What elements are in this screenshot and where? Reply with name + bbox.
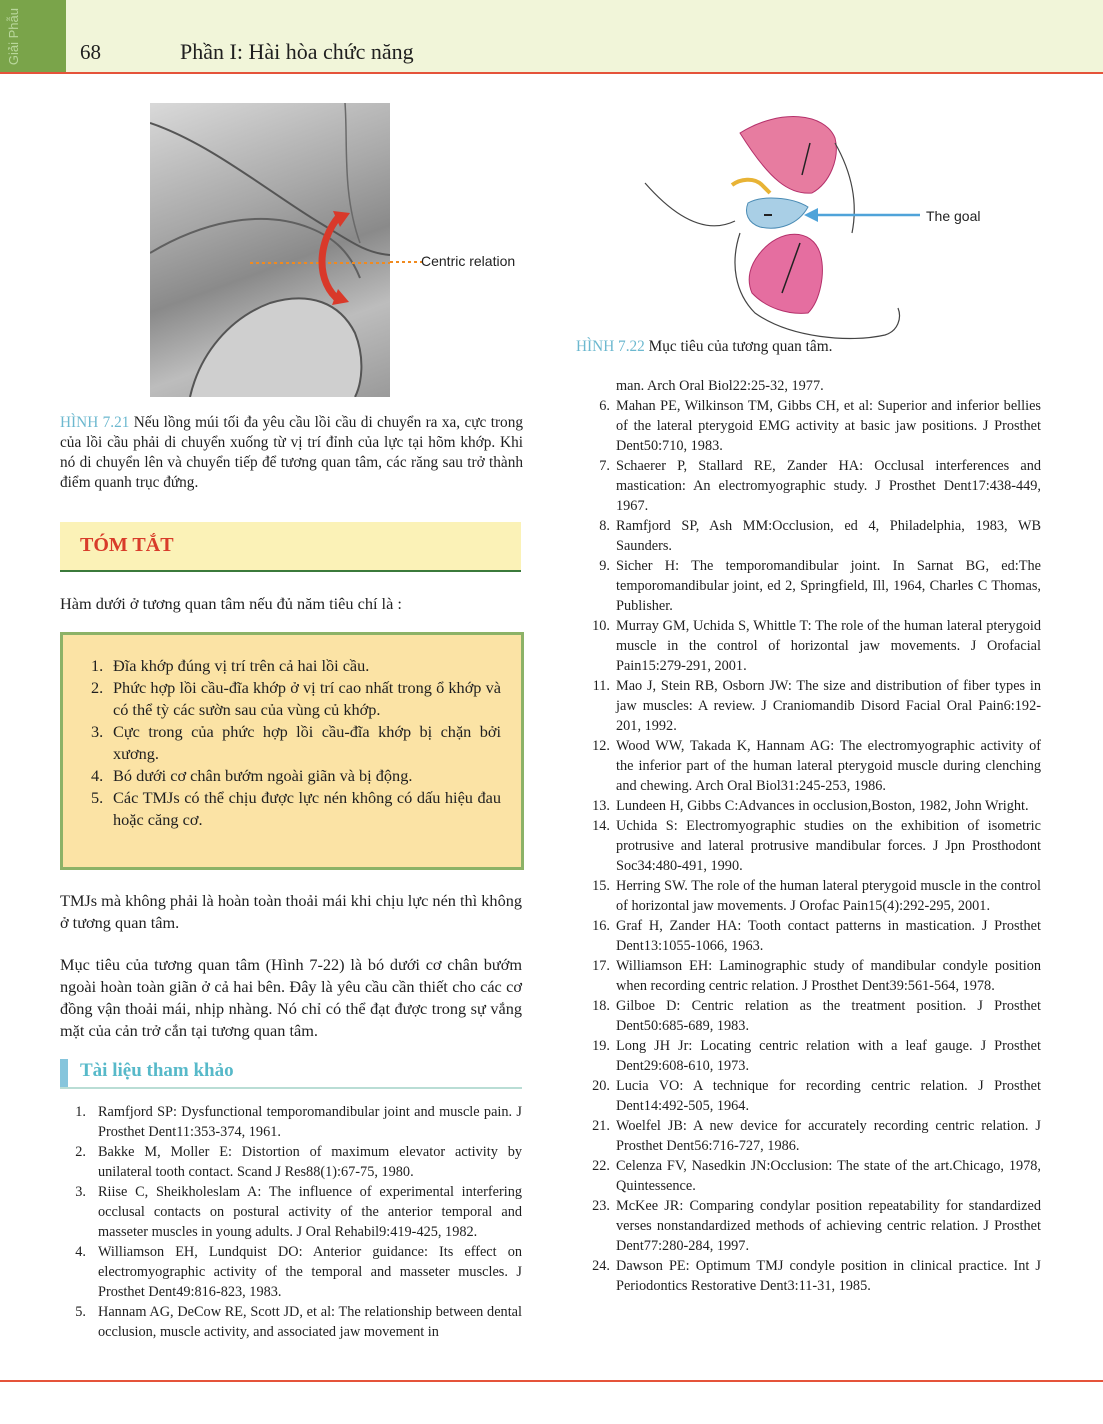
criteria-list: [91, 655, 501, 831]
criteria-item: 5. Các TMJs có thể chịu được lực nén không có dấu hiệu đau hoặc căng cơ.: [91, 788, 501, 829]
references-heading-bar: [60, 1059, 68, 1087]
figure-7-22-image: [640, 103, 920, 345]
chapter-side-tab: [0, 0, 66, 72]
criteria-item: 2. Phức hợp lồi cầu-đĩa khớp ở vị trí cao nhất trong ổ khớp và có thể tỳ các sườn sau của vùng củ khớp.: [91, 678, 501, 719]
page-header: [0, 0, 1103, 72]
reference-item: 2. Bakke M, Moller E: Distortion of maximum elevator activity by unilateral tooth contact. Scand J Res88(1):67-75, 1980.: [75, 1144, 522, 1180]
footer-rule: [0, 1380, 1103, 1382]
criteria-item: 4. Bó dưới cơ chân bướm ngoài giãn và bị động.: [91, 766, 413, 785]
side-tab-text: Giải Phẫu: [6, 8, 21, 66]
body-paragraph: Mục tiêu của tương quan tâm (Hình 7-22) là bó dưới cơ chân bướm ngoài hoàn toàn giãn ở cả hai bên. Đây là yêu cầu cần thiết cho các cơ đồng vận thoải mái, nhịp nhàng. Nó chỉ có thể đạt được trong sự vắng mặt của cản trở cắn tại tương quan tâm.: [60, 955, 522, 1040]
reference-item: 14. Uchida S: Electromyographic studies on the exhibition of isometric protrusive and lateral protrusive mandibular forces. J Jpn Prosthodont Soc34:480-491, 1990.: [592, 818, 1041, 874]
centric-relation-label: Centric relation: [421, 253, 516, 269]
figure-7-22-caption-text: Mục tiêu của tương quan tâm.: [648, 338, 833, 355]
reference-item: 15. Herring SW. The role of the human lateral pterygoid muscle in the control of horizontal jaw movements. J Orofac Pain15(4):292-295, 2001.: [592, 878, 1041, 914]
references-heading: Tài liệu tham khảo: [80, 1060, 234, 1081]
reference-item: 6. Mahan PE, Wilkinson TM, Gibbs CH, et al: Superior and inferior bellies of the lateral pterygoid EMG activity at basic jaw positions. J Prosthet Dent50:710, 1983.: [599, 398, 1041, 454]
reference-item: 3. Riise C, Sheikholeslam A: The influence of experimental interfering occlusal contacts on postural activity of the anterior temporal and masseter muscles in young adults. J Oral Rehabil9:419-425, 1982.: [75, 1184, 522, 1240]
reference-item: 11. Mao J, Stein RB, Osborn JW: The size and distribution of fiber types in jaw muscles: A review. J Craniomandib Disord Facial Oral Pain6:192-201, 1992.: [592, 678, 1041, 734]
condyle-xray-illustration: [150, 103, 390, 397]
pterygoid-muscle-illustration: [640, 103, 920, 345]
centric-relation-leader-line: [390, 258, 422, 266]
reference-item: 16. Graf H, Zander HA: Tooth contact patterns in mastication. J Prosthet Dent13:1055-1066, 1963.: [592, 918, 1041, 954]
reference-item: 8. Ramfjord SP, Ash MM:Occlusion, ed 4, Philadelphia, 1983, WB Saunders.: [599, 518, 1041, 554]
figure-7-21-caption: [60, 413, 523, 493]
reference-item: 18. Gilboe D: Centric relation as the treatment position. J Prosthet Dent50:685-689, 1983.: [592, 998, 1041, 1034]
summary-title: TÓM TẮT: [80, 534, 174, 556]
header-rule: [0, 72, 1103, 74]
references-list-left: [60, 1102, 522, 1342]
reference-item: 5. Hannam AG, DeCow RE, Scott JD, et al: The relationship between dental occlusion, muscle activity, and associated jaw movement in: [75, 1304, 522, 1340]
reference-continuation: man. Arch Oral Biol22:25-32, 1977.: [616, 378, 824, 394]
reference-item: 12. Wood WW, Takada K, Hannam AG: The electromyographic activity of the inferior part of the human lateral pterygoid muscle during clenching and chewing. Arch Oral Biol31:245-253, 1986.: [592, 738, 1041, 794]
reference-item: 7. Schaerer P, Stallard RE, Zander HA: Occlusal interferences and mastication: An electromyographic study. J Prosthet Dent17:438-449, 1967.: [599, 458, 1041, 514]
criteria-item: 1. Đĩa khớp đúng vị trí trên cả hai lồi cầu.: [91, 656, 370, 675]
running-title: Phần I: Hài hòa chức năng: [180, 39, 414, 64]
references-heading-box: [60, 1059, 522, 1089]
reference-item: 24. Dawson PE: Optimum TMJ condyle position in clinical practice. Int J Periodontics Restorative Dent3:11-31, 1985.: [592, 1258, 1041, 1294]
reference-item: 9. Sicher H: The temporomandibular joint. In Sarnat BG, ed:The temporomandibular joint, ed 2, Springfield, Ill, 1964, Charles C Thomas, Publisher.: [599, 558, 1041, 614]
the-goal-label: The goal: [926, 208, 981, 224]
reference-item: 21. Woelfel JB: A new device for accurately recording centric relation. J Prosthet Dent56:716-727, 1986.: [592, 1118, 1041, 1154]
figure-7-22-label: HÌNH 7.22: [576, 338, 645, 355]
references-list-right: [586, 376, 1041, 1296]
summary-heading-box: [60, 522, 521, 572]
reference-item: 13. Lundeen H, Gibbs C:Advances in occlusion,Boston, 1982, John Wright.: [592, 798, 1029, 814]
figure-7-22-caption: [576, 338, 832, 356]
reference-item: 4. Williamson EH, Lundquist DO: Anterior guidance: Its effect on electromyographic activity of the temporal and masseter muscles. J Prosthet Dent49:816-823, 1983.: [75, 1244, 522, 1300]
body-paragraph: TMJs mà không phải là hoàn toàn thoải mái khi chịu lực nén thì không ở tương quan tâm.: [60, 891, 522, 932]
figure-7-21-caption-text: Nếu lồng múi tối đa yêu cầu lồi cầu di chuyển ra xa, cực trong của lồi cầu phải di chuyển xuống từ vị trí đỉnh của lực tại hõm khớp. Khi nó di chuyển lên và chuyển tiếp để tương quan tâm, các răng sau trở thành điểm quanh trục đứng.: [60, 414, 523, 491]
criteria-box: [60, 632, 524, 870]
summary-intro: Hàm dưới ở tương quan tâm nếu đủ năm tiêu chí là :: [60, 594, 402, 613]
reference-item: 10. Murray GM, Uchida S, Whittle T: The role of the human lateral pterygoid muscle in the control of horizontal jaw movements. J Orofacial Pain15:279-291, 2001.: [592, 618, 1041, 674]
reference-item: 19. Long JH Jr: Locating centric relation with a leaf gauge. J Prosthet Dent29:608-610, 1973.: [592, 1038, 1041, 1074]
figure-7-21-image: [150, 103, 390, 397]
figure-7-21-label: HÌNH 7.21: [60, 414, 130, 431]
reference-item: 22. Celenza FV, Nasedkin JN:Occlusion: The state of the art.Chicago, 1978, Quintessence.: [592, 1158, 1041, 1194]
reference-item: 1. Ramfjord SP: Dysfunctional temporomandibular joint and muscle pain. J Prosthet Dent11:353-374, 1961.: [75, 1104, 522, 1140]
reference-item: 20. Lucia VO: A technique for recording centric relation. J Prosthet Dent14:492-505, 1964.: [592, 1078, 1041, 1114]
reference-item: 17. Williamson EH: Laminographic study of mandibular condyle position when recording centric relation. J Prosthet Dent39:561-564, 1978.: [592, 958, 1041, 994]
page-number: 68: [80, 40, 101, 64]
criteria-item: 3. Cực trong của phức hợp lồi cầu-đĩa khớp bị chặn bởi xương.: [91, 722, 501, 763]
reference-item: 23. McKee JR: Comparing condylar position repeatability for standardized verses nonstandardized methods of achieving centric relation. J Prosthet Dent77:280-284, 1997.: [592, 1198, 1041, 1254]
